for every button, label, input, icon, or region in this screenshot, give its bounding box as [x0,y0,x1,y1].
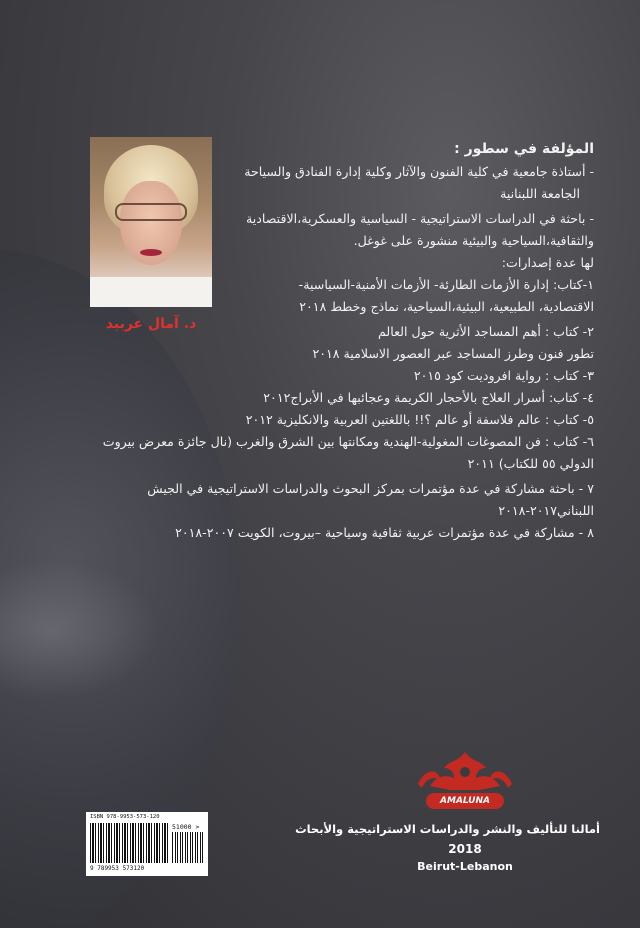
isbn-digits: 9 789953 573120 [90,865,145,872]
author-name: د. آمال عربيد [105,316,197,332]
bio-heading: المؤلفة في سطور : [454,141,594,157]
price-barcode-bars [172,832,204,863]
bio-line: ٣- كتاب : رواية افروديت كود ٢٠١٥ [413,368,594,383]
bio-line: ٥- كتاب : عالم فلاسفة أو عالم ؟!! باللغتين العربية والانكليزية ٢٠١٢ [245,412,594,427]
bio-line: اللبناني٢٠١٧-٢٠١٨ [498,503,594,518]
bio-line: تطور فنون وطرز المساجد عبر العصور الاسلامية ٢٠١٨ [312,346,594,361]
bio-line: - باحثة في الدراسات الاستراتيجية - السياسية والعسكرية،الاقتصادية [246,211,594,226]
isbn-barcode [86,812,208,876]
barcode-bars [90,823,168,863]
bio-line: ٢- كتاب : أهم المساجد الأثرية حول العالم [378,324,594,339]
publisher-city: Beirut-Lebanon [417,860,513,873]
bio-line: لها عدة إصدارات: [501,255,594,270]
bio-line: ٧ - باحثة مشاركة في عدة مؤتمرات بمركز البحوث والدراسات الاستراتيجية في الجيش [147,481,594,496]
bio-line: ٨ - مشاركة في عدة مؤتمرات عربية ثقافية وسياحية –بيروت، الكويت ٢٠٠٧-٢٠١٨ [175,525,594,540]
publisher-block [295,746,600,873]
publisher-logo [410,746,520,816]
bio-line: ٦- كتاب : فن المصوغات المغولية-الهندية ومكانتها بين الشرق والغرب (نال جائزة معرض بيروت [102,434,594,449]
bio-line: الجامعة اللبنانية [500,186,580,201]
bio-line: ٤- كتاب: أسرار العلاج بالأحجار الكريمة وعجائبها في الأبراج٢٠١٢ [263,390,594,405]
bio-line: ١-كتاب: إدارة الأزمات الطارئة- الأزمات الأمنية-السياسية- [298,277,594,292]
isbn-label: ISBN 978-9953-573-120 [90,814,160,820]
bio-line: الدولي ٥٥ للكتاب) ٢٠١١ [467,456,594,471]
logo-wordmark: AMALUNA [426,793,504,809]
bio-line: الاقتصادية، الطبيعية، البيئية،السياحية، نماذج وخطط ٢٠١٨ [299,299,594,314]
bio-line: - أستاذة جامعية في كلية الفنون والآثار وكلية إدارة الفنادق والسياحة [244,164,594,179]
publisher-name: أمالنا للتأليف والنشر والدراسات الاستراتيجية والأبحاث [295,822,600,836]
price-code: 51000 > [172,823,200,831]
publication-year: 2018 [448,842,482,856]
bio-line: والثقافية،السياحية والبيئية منشورة على غوغل. [353,233,594,248]
